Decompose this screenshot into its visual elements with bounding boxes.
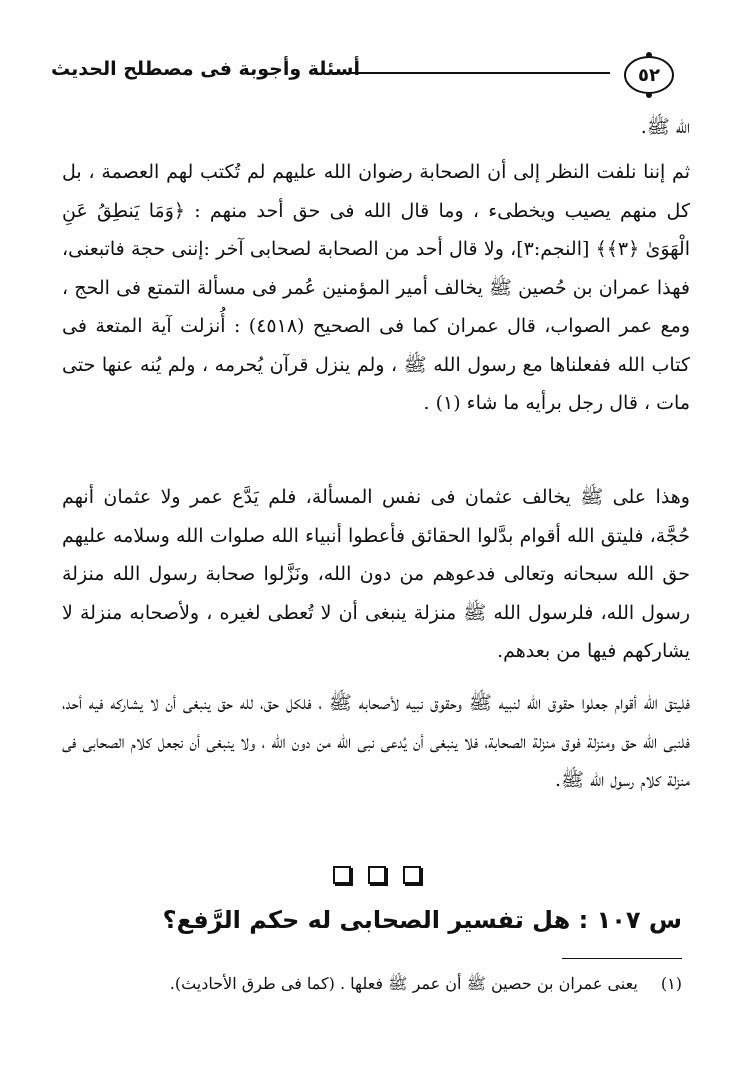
question-heading: س ١٠٧ : هل تفسير الصحابى له حكم الرَّفع؟: [162, 906, 682, 934]
paragraph-text: ثم إننا نلفت النظر إلى أن الصحابة رضوان الله عليهم لم تُكتب لهم العصمة ، بل كل منهم يصيب ويخطىء ، وما قال الله فى حق أحد منهم : ﴿وَمَا يَنطِقُ عَنِ الْهَوَىٰ ﴿٣﴾﴾ [النجم:٣]، ولا قال أحد من الصحابة لصحابى آخر :إننى حجة فاتبعنى، فهذا عمران بن حُصين ﷺ يخالف أمير المؤمنين عُمر فى مسألة التمتع فى الحج ، ومع عمر الصواب، قال عمران كما فى الصحيح (٤٥١٨) : أُنزلت آية المتعة فى كتاب الله ففعلناها مع رسول الله ﷺ ، ولم ينزل قرآن يُحرمه ، ولم يُنه عنها حتى مات ، قال رجل برأيه ما شاء (١) .: [62, 161, 690, 414]
paragraph-1: [62, 153, 690, 423]
paragraph-2: [62, 478, 690, 671]
footnote-marker: (١): [660, 974, 682, 993]
footnote-rule: [562, 958, 682, 959]
paragraph-text: وهذا على ﷺ يخالف عثمان فى نفس المسألة، فلم يَدَّع عمر ولا عثمان أنهم حُجَّة، فليتق الله أقوام بدَّلوا الحقائق فأعطوا أنبياء الله صلوات الله وسلامه عليهم حق الله سبحانه وتعالى فدعوهم من دون الله، ونَزَّلوا صحابة رسول الله منزلة رسول الله، فلرسول الله ﷺ منزلة ينبغى أن لا تُعطى لغيره ، ولأصحابه منزلة لا يشاركهم فيها من بعدهم.: [62, 486, 690, 662]
paragraph-3: [62, 684, 690, 800]
section-separator: [0, 866, 754, 888]
page-number: ٥٢: [624, 56, 674, 94]
separator-box-icon: [403, 866, 421, 884]
carryover-fragment: [62, 108, 690, 147]
footnote-text: يعنى عمران بن حصين ﷺ أن عمر ﷺ فعلها . (كما فى طرق الأحاديث).: [169, 974, 638, 993]
separator-box-icon: [333, 866, 351, 884]
footnote: [62, 972, 682, 996]
page-header: [51, 52, 690, 102]
running-title: أسئلة وأجوبة فى مصطلح الحديث: [51, 58, 360, 80]
paragraph-text: فليتق الله أقوام جعلوا حقوق الله لنبيه ﷺ وحقوق نبيه لأصحابه ﷺ ، فلكل حق، لله حق ينبغى أن لا يشاركه فيه أحد، فلنبى الله حق ومنزلة فوق منزلة الصحابة، فلا ينبغى أن يُدعى نبى الله من دون الله ، ولا ينبغى أن نجعل كلام الصحابى فى منزلة كلام رسول الله ﷺ.: [62, 692, 690, 791]
fragment-text: الله ﷺ.: [640, 116, 690, 138]
header-rule: [330, 72, 610, 74]
separator-box-icon: [368, 866, 386, 884]
